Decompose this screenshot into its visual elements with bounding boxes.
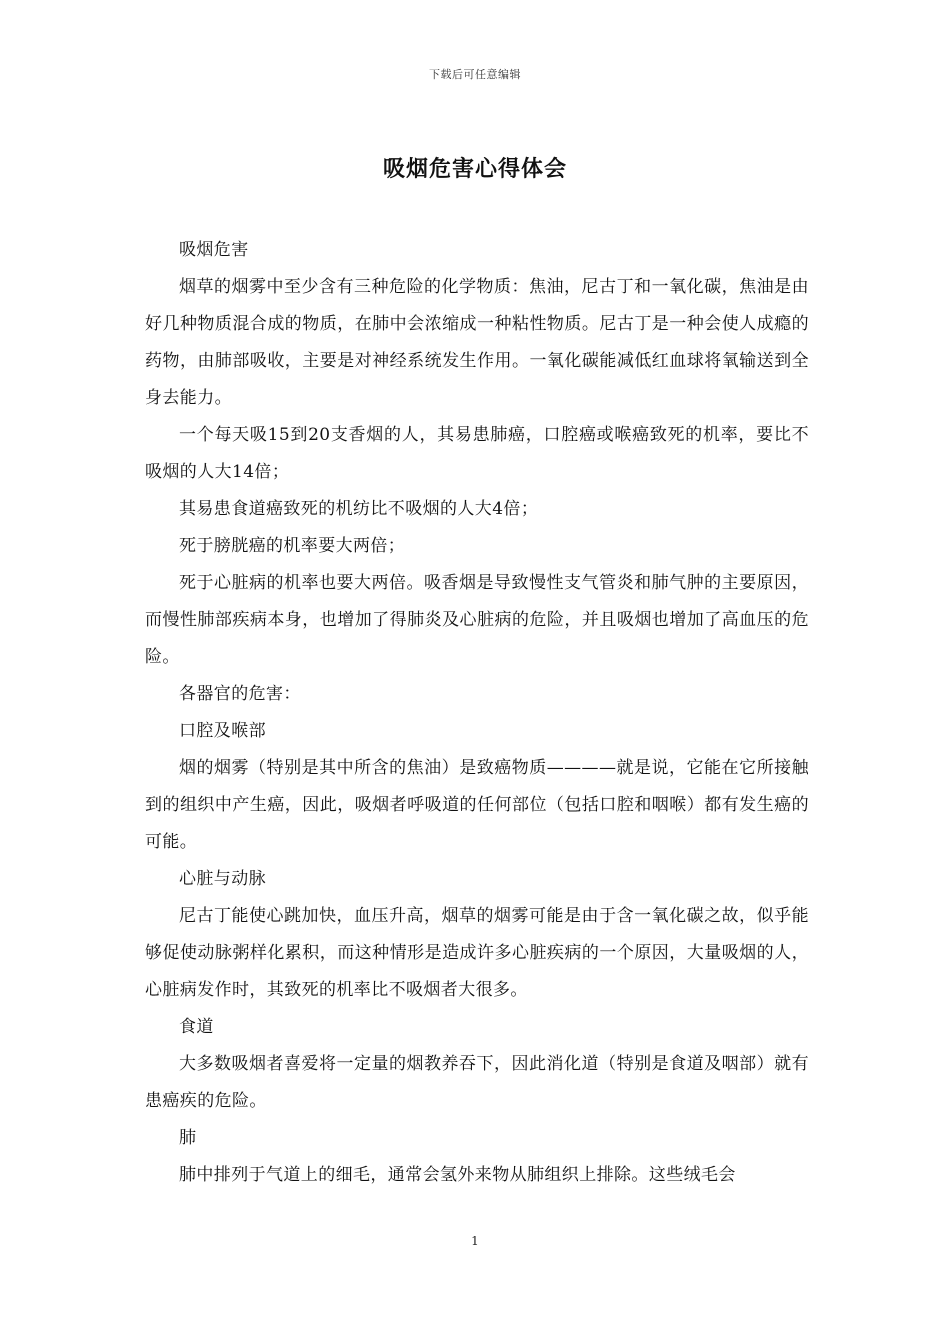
paragraph-chemicals: 烟草的烟雾中至少含有三种危险的化学物质：焦油，尼古丁和一氧化碳，焦油是由好几种物质混合成的物质，在肺中会浓缩成一种粘性物质。尼古丁是一种会使人成瘾的药物，由肺部吸收，主要是对神经系统发生作用。一氧化碳能减低红血球将氧输送到全身去能力。 bbox=[145, 277, 809, 408]
heading-organ-harm: 各器官的危害： bbox=[179, 684, 301, 704]
heading-mouth-throat: 口腔及喉部 bbox=[179, 721, 266, 741]
paragraph-lung-cancer-risk: 一个每天吸15到20支香烟的人，其易患肺癌，口腔癌或喉癌致死的机率，要比不吸烟的人大14倍； bbox=[145, 425, 809, 482]
heading-lungs: 肺 bbox=[179, 1128, 197, 1148]
paragraph-mouth-throat: 烟的烟雾（特别是其中所含的焦油）是致癌物质————就是说，它能在它所接触到的组织中产生癌，因此，吸烟者呼吸道的任何部位（包括口腔和咽喉）都有发生癌的可能。 bbox=[145, 758, 809, 852]
document-body bbox=[145, 232, 809, 1194]
paragraph-heart-risk: 死于心脏病的机率也要大两倍。吸香烟是导致慢性支气管炎和肺气肿的主要原因，而慢性肺部疾病本身，也增加了得肺炎及心脏病的危险，并且吸烟也增加了高血压的危险。 bbox=[145, 573, 809, 667]
paragraph-esophagus: 大多数吸烟者喜爱将一定量的烟教养吞下，因此消化道（特别是食道及咽部）就有患癌疾的危险。 bbox=[145, 1054, 809, 1111]
paragraph-heart-arteries: 尼古丁能使心跳加快，血压升高，烟草的烟雾可能是由于含一氧化碳之故，似乎能够促使动脉粥样化累积，而这种情形是造成许多心脏疾病的一个原因，大量吸烟的人，心脏病发作时，其致死的机率比不吸烟者大很多。 bbox=[145, 906, 809, 1000]
heading-smoking-harm: 吸烟危害 bbox=[179, 240, 249, 260]
paragraph-lungs: 肺中排列于气道上的细毛，通常会氢外来物从肺组织上排除。这些绒毛会 bbox=[179, 1165, 736, 1185]
heading-heart-arteries: 心脏与动脉 bbox=[179, 869, 266, 889]
paragraph-bladder-risk: 死于膀胱癌的机率要大两倍； bbox=[179, 536, 406, 556]
paragraph-esophagus-risk: 其易患食道癌致死的机纺比不吸烟的人大4倍； bbox=[179, 499, 539, 519]
page-number: 1 bbox=[471, 1234, 479, 1248]
header-note: 下载后可任意编辑 bbox=[429, 68, 521, 81]
document-title: 吸烟危害心得体会 bbox=[382, 156, 567, 182]
heading-esophagus: 食道 bbox=[179, 1017, 214, 1037]
